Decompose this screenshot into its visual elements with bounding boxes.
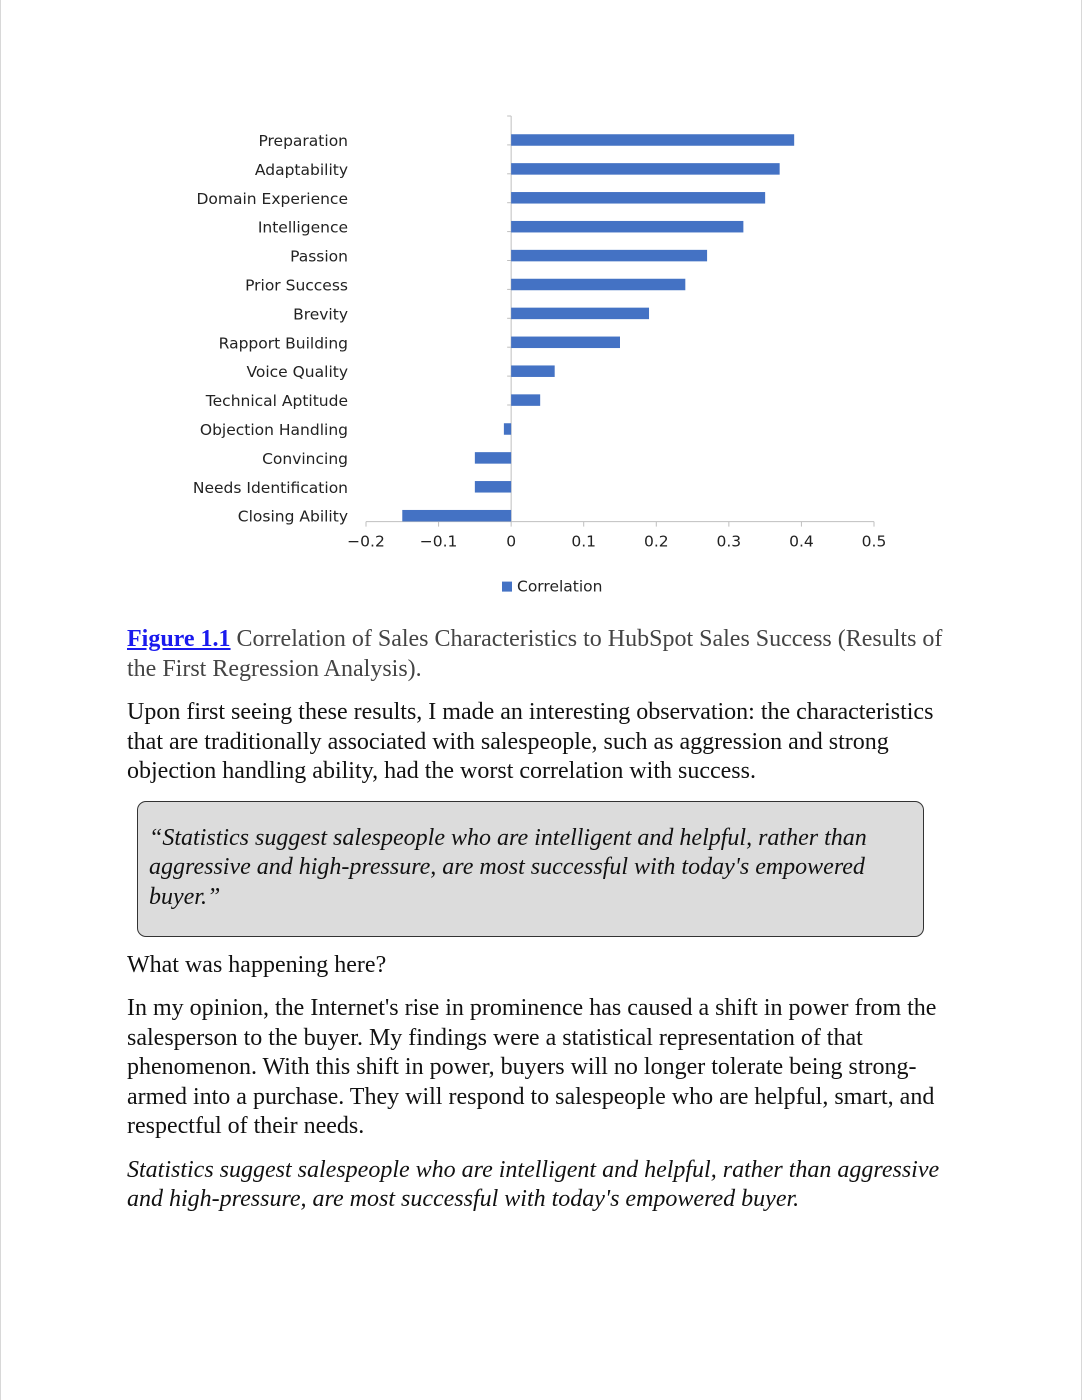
paragraph-opinion: In my opinion, the Internet's rise in prominence has caused a shift in power from the salesperson to the buyer. My findings were a statistical representation of that phenomenon. With this shift in power, buyers will no longer tolerate being strong-armed into a purchase. They will respond to salespeople who are helpful, smart, and respectful of their needs. — [127, 995, 937, 1139]
category-label: Closing Ability — [237, 507, 348, 526]
category-label: Preparation — [258, 132, 348, 150]
category-label: Rapport Building — [218, 334, 348, 353]
bar — [475, 452, 511, 464]
paragraph-observation: Upon first seeing these results, I made an interesting observation: the characteristics that are traditionally associated with salespeople, such as aggression and strong objection handling ability, had the worst correlation with success. — [127, 699, 934, 784]
correlation-bar-chart — [0, 110, 1082, 620]
x-tick-label: −0.1 — [419, 532, 458, 551]
paragraph-statistics: Statistics suggest salespeople who are intelligent and helpful, rather than aggressive and high-pressure, are most successful with today's empowered buyer. — [127, 1156, 940, 1212]
category-label: Voice Quality — [246, 363, 348, 382]
figure-link[interactable]: Figure 1.1 — [127, 626, 231, 652]
x-tick-label: 0 — [506, 532, 517, 551]
bar — [511, 365, 555, 377]
bar — [511, 279, 685, 291]
category-label: Objection Handling — [199, 421, 348, 439]
chart-axes — [366, 116, 874, 527]
pull-quote-box — [137, 801, 924, 937]
bar — [511, 163, 780, 175]
bar — [511, 337, 620, 349]
page-content — [127, 624, 952, 1215]
category-label: Brevity — [293, 305, 348, 324]
bar — [504, 423, 511, 435]
category-label: Convincing — [262, 449, 348, 468]
x-tick-label: 0.1 — [571, 532, 597, 551]
bar — [511, 192, 765, 204]
bar — [511, 308, 649, 320]
bar — [402, 510, 511, 522]
x-tick-label: 0.3 — [716, 532, 742, 551]
x-tick-label: 0.4 — [789, 532, 814, 551]
chart-bars — [402, 134, 794, 521]
x-tick-label: 0.2 — [643, 532, 669, 551]
x-tick-label: 0.5 — [861, 532, 887, 551]
chart-category-labels — [193, 132, 348, 526]
category-label: Needs Identification — [192, 478, 348, 497]
bar — [511, 221, 743, 233]
legend-label: Correlation — [517, 577, 603, 596]
pull-quote-text: “Statistics suggest salespeople who are intelligent and helpful, rather than aggressive and high-pressure, are most successful with today's empowered buyer.” — [149, 824, 867, 910]
bar — [511, 250, 707, 262]
figure-caption — [127, 624, 952, 684]
category-label: Technical Aptitude — [205, 392, 348, 411]
chart-tick-labels — [347, 533, 886, 551]
bar — [511, 134, 794, 146]
x-tick-label: −0.2 — [347, 532, 385, 551]
category-label: Domain Experience — [196, 189, 348, 208]
category-label: Intelligence — [257, 218, 348, 237]
category-label: Adaptability — [254, 160, 348, 179]
bar — [475, 481, 511, 493]
paragraph-question: What was happening here? — [127, 951, 387, 978]
legend-swatch — [502, 582, 512, 592]
caption-text: Correlation of Sales Characteristics to HubSpot Sales Success (Results of the First Regression Analysis). — [127, 626, 943, 682]
category-label: Prior Success — [245, 276, 348, 295]
chart-legend — [502, 578, 602, 596]
bar — [511, 394, 540, 406]
category-label: Passion — [290, 247, 348, 266]
